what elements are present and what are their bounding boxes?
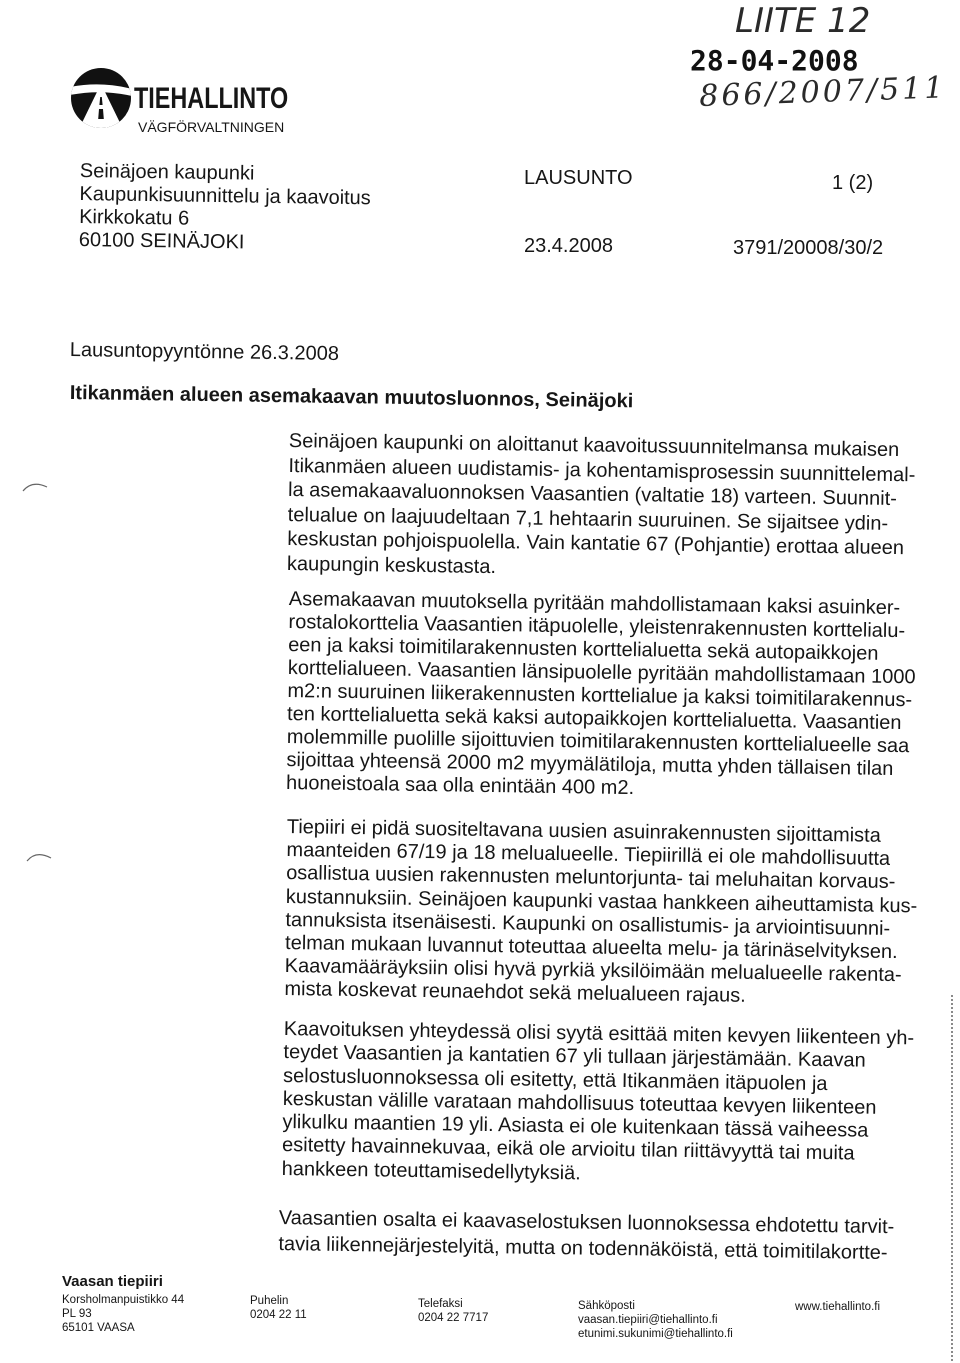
- footer-email: [578, 1300, 733, 1341]
- subject-title: Itikanmäen alueen asemakaavan muutosluonnos, Seinäjoki: [69, 381, 634, 413]
- body-line: selostusluonnoksessa oli esitetty, että Itikanmäen itäpuolen ja: [282, 1064, 828, 1095]
- request-reference: Lausuntopyyntönne 26.3.2008: [69, 338, 340, 365]
- document-date: 23.4.2008: [524, 235, 613, 257]
- recipient-line: Kirkkokatu 6: [78, 205, 190, 230]
- scan-mark: [24, 848, 54, 864]
- body-line: keskustan pohjoispuolella. Vain kantatie 67 (Pohjantie) erottaa alueen: [287, 528, 905, 560]
- body-line: Vaasantien osalta ei kaavaselostuksen luonnoksessa ehdotettu tarvit-: [278, 1206, 895, 1239]
- footer-address: [62, 1294, 184, 1335]
- body-line: korttelialueen. Vaasantien länsipuolelle pyritään mahdollistamaan 1000: [287, 656, 916, 689]
- footer-fax: [418, 1298, 488, 1326]
- body-line: Tiepiiri ei pidä suositeltavana uusien asuinrakennusten sijoittamista: [286, 816, 881, 847]
- body-line: tannuksista itsenäisesti. Kaupunki on osallistumis- ja arviointisuunni-: [285, 908, 891, 940]
- handwritten-registry-number: 866/2007/511: [698, 70, 947, 115]
- body-line: esitetty havainnekuvaa, eikä ole arvioitu tilan riittävyyttä tai muita: [281, 1134, 855, 1165]
- body-line: een ja kaksi toimitilarakennusten korttelialuetta sekä autopaikkojen: [287, 633, 879, 665]
- body-line: Kaavoituksen yhteydessä olisi syytä esittää miten kevyen liikenteen yh-: [283, 1018, 915, 1050]
- footer-fax-value: 0204 22 7717: [418, 1311, 489, 1324]
- handwritten-attachment-mark: LIITE 12: [735, 1, 871, 41]
- road-emblem-icon: [70, 67, 132, 129]
- body-line: kustannuksiin. Seinäjoen kaupunki vastaa hankkeen aiheuttamista kus-: [285, 885, 918, 917]
- document-type: LAUSUNTO: [524, 167, 633, 189]
- body-paragraph-5: [278, 1205, 894, 1266]
- body-line: sijoittaa yhteensä 2000 m2 myymälätiloja, mutta yhden tällaisen tilan: [286, 748, 894, 780]
- body-line: kaupungin keskustasta.: [286, 552, 497, 579]
- footer-address-line: 65101 VAASA: [62, 1321, 135, 1334]
- footer-fax-label: Telefaksi: [418, 1298, 463, 1310]
- footer-phone-label: Puhelin: [250, 1295, 289, 1307]
- body-line: telualue on laajuudeltaan 7,1 hehtaarin suuruinen. Se sijaitsee ydin-: [287, 503, 889, 535]
- body-paragraph-4: [282, 1018, 915, 1190]
- body-line: ylikulku maantien 19 yli. Asiasta ei ole kuitenkaan tässä vaiheessa: [282, 1111, 869, 1142]
- body-line: Asemakaavan muutoksella pyritään mahdollistamaan kaksi asuinker-: [288, 588, 901, 620]
- body-line: Seinäjoen kaupunki on aloittanut kaavoitussuunnitelmansa mukaisen: [288, 429, 900, 462]
- recipient-address: [79, 160, 372, 256]
- reference-number: 3791/20008/30/2: [733, 237, 884, 259]
- body-line: m2:n suuruinen liikerakennusten korttelialue ja kaksi toimitilarakennus-: [287, 679, 913, 712]
- body-line: maanteiden 67/19 ja 18 melualueelle. Tiepiirillä ei ole mahdollisuutta: [286, 839, 891, 871]
- page-number: 1 (2): [832, 172, 874, 194]
- body-paragraph-2: [286, 588, 917, 804]
- body-line: Itikanmäen alueen uudistamis- ja kohentamisprosessin suunnittelemal-: [288, 454, 916, 486]
- footer-address-line: PL 93: [62, 1307, 92, 1320]
- body-line: telman mukaan luvannut toteuttaa alueelta melu- ja tärinäselvityksen.: [284, 932, 898, 964]
- body-paragraph-3: [284, 816, 918, 1011]
- body-line: mista koskevat reunaehdot sekä melualueen rajaus.: [284, 978, 746, 1008]
- body-line: rostalokorttelia Vaasantien itäpuolelle, yleistenrakennusten korttelialu-: [288, 610, 906, 643]
- body-line: molemmille puolille sijoittuvien toimitilarakennusten korttelialueelle saa: [286, 725, 910, 758]
- body-line: huoneistoala saa olla enintään 400 m2.: [285, 771, 635, 800]
- footer-address-line: Korsholmanpuistikko 44: [62, 1294, 185, 1306]
- received-date-stamp: 28-04-2008: [690, 44, 859, 77]
- footer-email-label: Sähköposti: [578, 1300, 635, 1312]
- body-line: hankkeen toteuttamisedellytyksiä.: [281, 1157, 581, 1185]
- body-line: osallistua uusien rakennusten meluntorjunta- tai meluhaitan korvaus-: [285, 862, 896, 894]
- footer-phone: [250, 1295, 307, 1323]
- recipient-line: Seinäjoen kaupunki: [79, 160, 255, 185]
- recipient-line: 60100 SEINÄJOKI: [78, 228, 245, 254]
- footer-email-value: vaasan.tiepiiri@tiehallinto.fi: [578, 1313, 718, 1326]
- body-line: la asemakaavaluonnoksen Vaasantien (valtatie 18) varteen. Suunnit-: [287, 479, 898, 511]
- body-line: tavia liikennejärjestelyitä, mutta on todennäköistä, että toimitilakortte-: [278, 1232, 888, 1265]
- logo-name: TIEHALLINTO: [134, 82, 289, 115]
- body-line: Kaavamääräyksiin olisi hyvä pyrkiä yksilöimään melualueelle rakenta-: [284, 955, 902, 987]
- footer-phone-value: 0204 22 11: [250, 1308, 307, 1321]
- body-line: ten korttelialuetta sekä kaksi autopaikkojen korttelialuetta. Vaasantien: [286, 702, 902, 735]
- logo-subtitle: VÄGFÖRVALTNINGEN: [138, 119, 285, 135]
- body-paragraph-1: [287, 429, 916, 586]
- body-line: keskustan välille varataan mahdollisuus toteuttaa kevyen liikenteen: [282, 1087, 877, 1119]
- scan-mark: [20, 478, 50, 494]
- recipient-line: Kaupunkisuunnittelu ja kaavoitus: [79, 182, 371, 210]
- footer-website: www.tiehallinto.fi: [795, 1301, 881, 1313]
- scan-edge-mark: [951, 995, 953, 1361]
- footer-email-value: etunimi.sukunimi@tiehallinto.fi: [578, 1327, 733, 1340]
- body-line: teydet Vaasantien ja kantatien 67 yli tullaan järjestämään. Kaavan: [283, 1041, 866, 1072]
- footer-office-name: Vaasan tiepiiri: [62, 1273, 163, 1290]
